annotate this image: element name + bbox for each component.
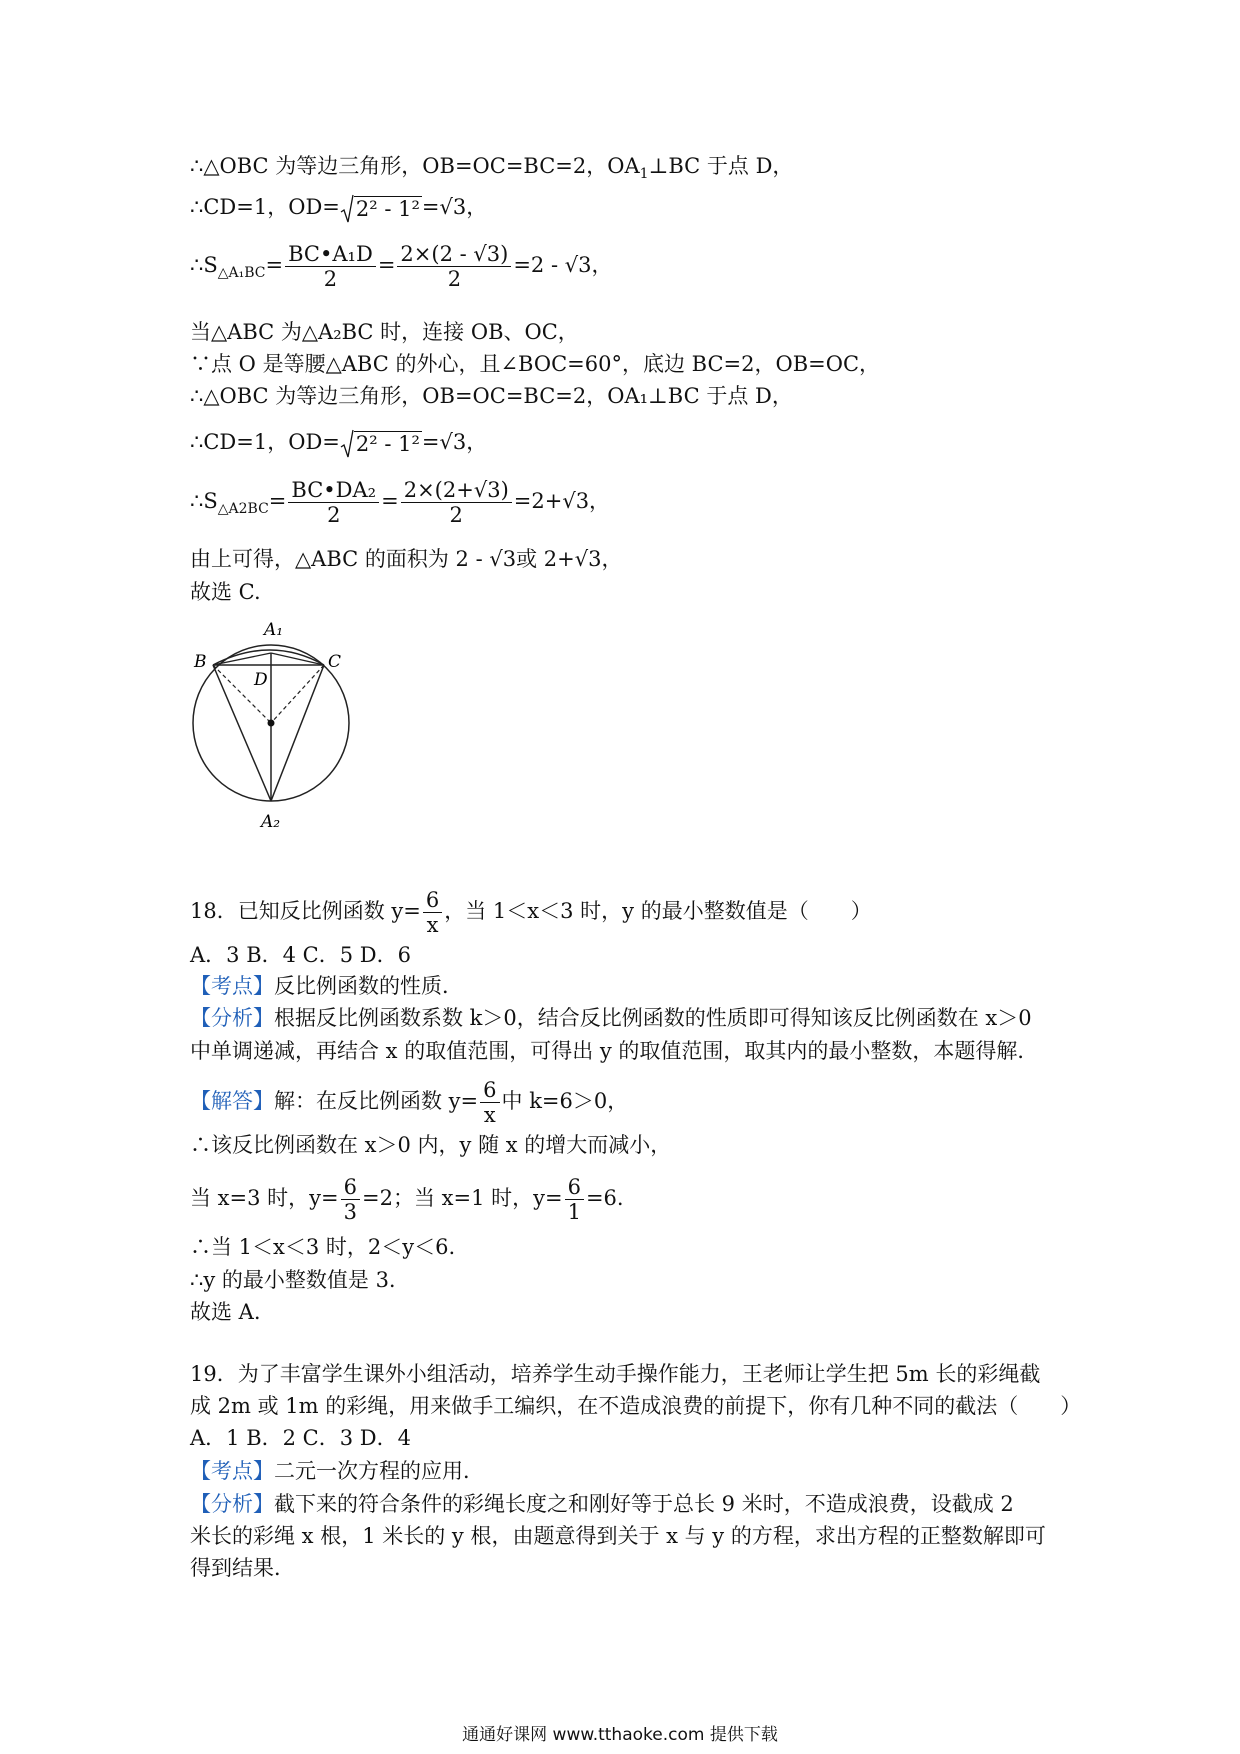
solution-line-4: 当△ABC 为△A₂BC 时，连接 OB、OC， [190, 320, 579, 344]
q18-step-3 [190, 1175, 624, 1224]
q18-options: A．3 B．4 C．5 D．6 [190, 943, 411, 967]
text: ∴CD=1，OD= [190, 195, 340, 219]
segment-ca2 [271, 665, 324, 801]
tag-fenxi: 【分析】 [190, 1006, 274, 1030]
solution-line-9: 由上可得，△ABC 的面积为 2 - √3或 2+√3， [190, 547, 623, 571]
text: 中 k=6＞0， [501, 1089, 629, 1113]
text: ⊥BC 于点 D， [648, 154, 794, 178]
solution-line-1 [190, 152, 793, 188]
fraction: $\frac{2\times(2+√3)}{2}$ [401, 478, 512, 527]
q18-step-6: 故选 A. [190, 1300, 261, 1324]
q18-fenxi-2: 中单调递减，再结合 x 的取值范围，可得出 y 的取值范围，取其内的最小整数，本题得解． [190, 1039, 1039, 1063]
label-c: C [328, 652, 342, 672]
solution-line-7 [190, 428, 487, 459]
text: ，当 1＜x＜3 时，y 的最小整数值是（ ） [444, 899, 872, 923]
sqrt-expression: 2² - 1² [340, 193, 422, 224]
text: =6. [585, 1186, 624, 1210]
fraction: $\frac{2\times(2 - √3)}{2}$ [397, 242, 511, 291]
tag-kaodian: 【考点】 [190, 1459, 274, 1483]
subscript: △A₁BC [217, 265, 266, 281]
text: =√3， [421, 195, 488, 219]
solution-line-5: ∵点 O 是等腰△ABC 的外心，且∠BOC=60°，底边 BC=2，OB=OC， [190, 352, 881, 376]
label-b: B [194, 652, 207, 672]
q19-stem-2: 成 2m 或 1m 的彩绳，用来做手工编织，在不造成浪费的前提下，你有几种不同的截法（ ） [190, 1394, 1082, 1418]
subscript: △A2BC [217, 501, 269, 517]
text: ∴△OBC 为等边三角形，OB=OC=BC=2，OA [190, 154, 640, 178]
circle-triangle-figure [186, 615, 356, 830]
q19-fenxi-3: 得到结果． [190, 1556, 295, 1580]
text: 18．已知反比例函数 y= [190, 899, 421, 923]
text: =√3， [421, 430, 488, 454]
q18-fenxi-1 [190, 1004, 1032, 1032]
solution-line-3: $\therefore S_{\triangle A_1BC}=$ $\frac{\text{BC•A₁D}}{2}$ = $\frac{2\times(2 - √3)}{2}$ =2 - √3， [190, 242, 613, 291]
fraction: $\frac{6}{1}$ [565, 1175, 584, 1224]
text: 解：在反比例函数 y= [274, 1089, 479, 1113]
tag-fenxi: 【分析】 [190, 1492, 274, 1516]
subscript: 1 [639, 166, 649, 182]
q19-stem-1: 19．为了丰富学生课外小组活动，培养学生动手操作能力，王老师让学生把 5m 长的彩绳截 [190, 1362, 1041, 1386]
text: 二元一次方程的应用． [274, 1459, 484, 1483]
text: ∴S [190, 489, 218, 513]
text: 反比例函数的性质． [274, 974, 463, 998]
arc-bc [213, 650, 324, 665]
tag-kaodian: 【考点】 [190, 974, 274, 998]
text: ∴CD=1，OD= [190, 430, 340, 454]
sqrt-expression: 2² - 1² [340, 428, 422, 459]
text: =2；当 x=1 时，y= [362, 1186, 563, 1210]
text: =2 - √3， [513, 253, 613, 277]
q19-fenxi-1 [190, 1490, 1014, 1518]
text: 根据反比例函数系数 k＞0，结合反比例函数的性质即可得知该反比例函数在 x＞0 [274, 1006, 1032, 1030]
label-a2: A₂ [261, 812, 281, 830]
text: ∴S [190, 253, 218, 277]
text: 截下来的符合条件的彩绳长度之和刚好等于总长 9 米时，不造成浪费，设截成 2 [274, 1492, 1014, 1516]
fraction: $\frac{6}{x}$ [423, 888, 442, 937]
label-d: D [254, 670, 268, 690]
solution-line-6: ∴△OBC 为等边三角形，OB=OC=BC=2，OA₁⊥BC 于点 D， [190, 384, 793, 408]
dashed-oc [271, 665, 324, 723]
q19-fenxi-2: 米长的彩绳 x 根，1 米长的 y 根，由题意得到关于 x 与 y 的方程，求出方程的正整数解即可 [190, 1524, 1046, 1548]
q18-step-4: ∴当 1＜x＜3 时，2＜y＜6. [190, 1235, 456, 1259]
fraction: $\frac{6}{x}$ [480, 1078, 499, 1127]
segment-ba1 [213, 653, 271, 665]
center-point-o [268, 720, 275, 727]
fraction: $\frac{\text{BC•A₁D}}{2}$ [285, 242, 376, 291]
q18-kaodian [190, 972, 463, 1000]
text: 当 x=3 时，y= [190, 1186, 339, 1210]
q19-kaodian [190, 1457, 484, 1485]
fraction: $\frac{\text{BC•DA₂}}{2}$ [288, 478, 379, 527]
q18-step-2: ∴该反比例函数在 x＞0 内，y 随 x 的增大而减小， [190, 1133, 672, 1157]
text: =2+√3， [513, 489, 611, 513]
solution-line-8: $\therefore S_{\triangle A2BC}=$ $\frac{\text{BC•DA₂}}{2}$ = $\frac{2\times(2+√3)}{2}$ =2+√3， [190, 478, 611, 527]
label-a1: A₁ [264, 620, 284, 640]
q18-step-5: ∴y 的最小整数值是 3. [190, 1268, 396, 1292]
q18-jieda [190, 1078, 628, 1127]
tag-jieda: 【解答】 [190, 1089, 274, 1113]
fraction: $\frac{6}{3}$ [341, 1175, 360, 1224]
page-footer: 通通好课网 www.tthaoke.com 提供下载 [462, 1725, 778, 1745]
solution-line-10: 故选 C. [190, 580, 261, 604]
q18-stem [190, 888, 872, 937]
q19-options: A．1 B．2 C．3 D．4 [190, 1426, 411, 1450]
solution-line-2 [190, 193, 487, 224]
